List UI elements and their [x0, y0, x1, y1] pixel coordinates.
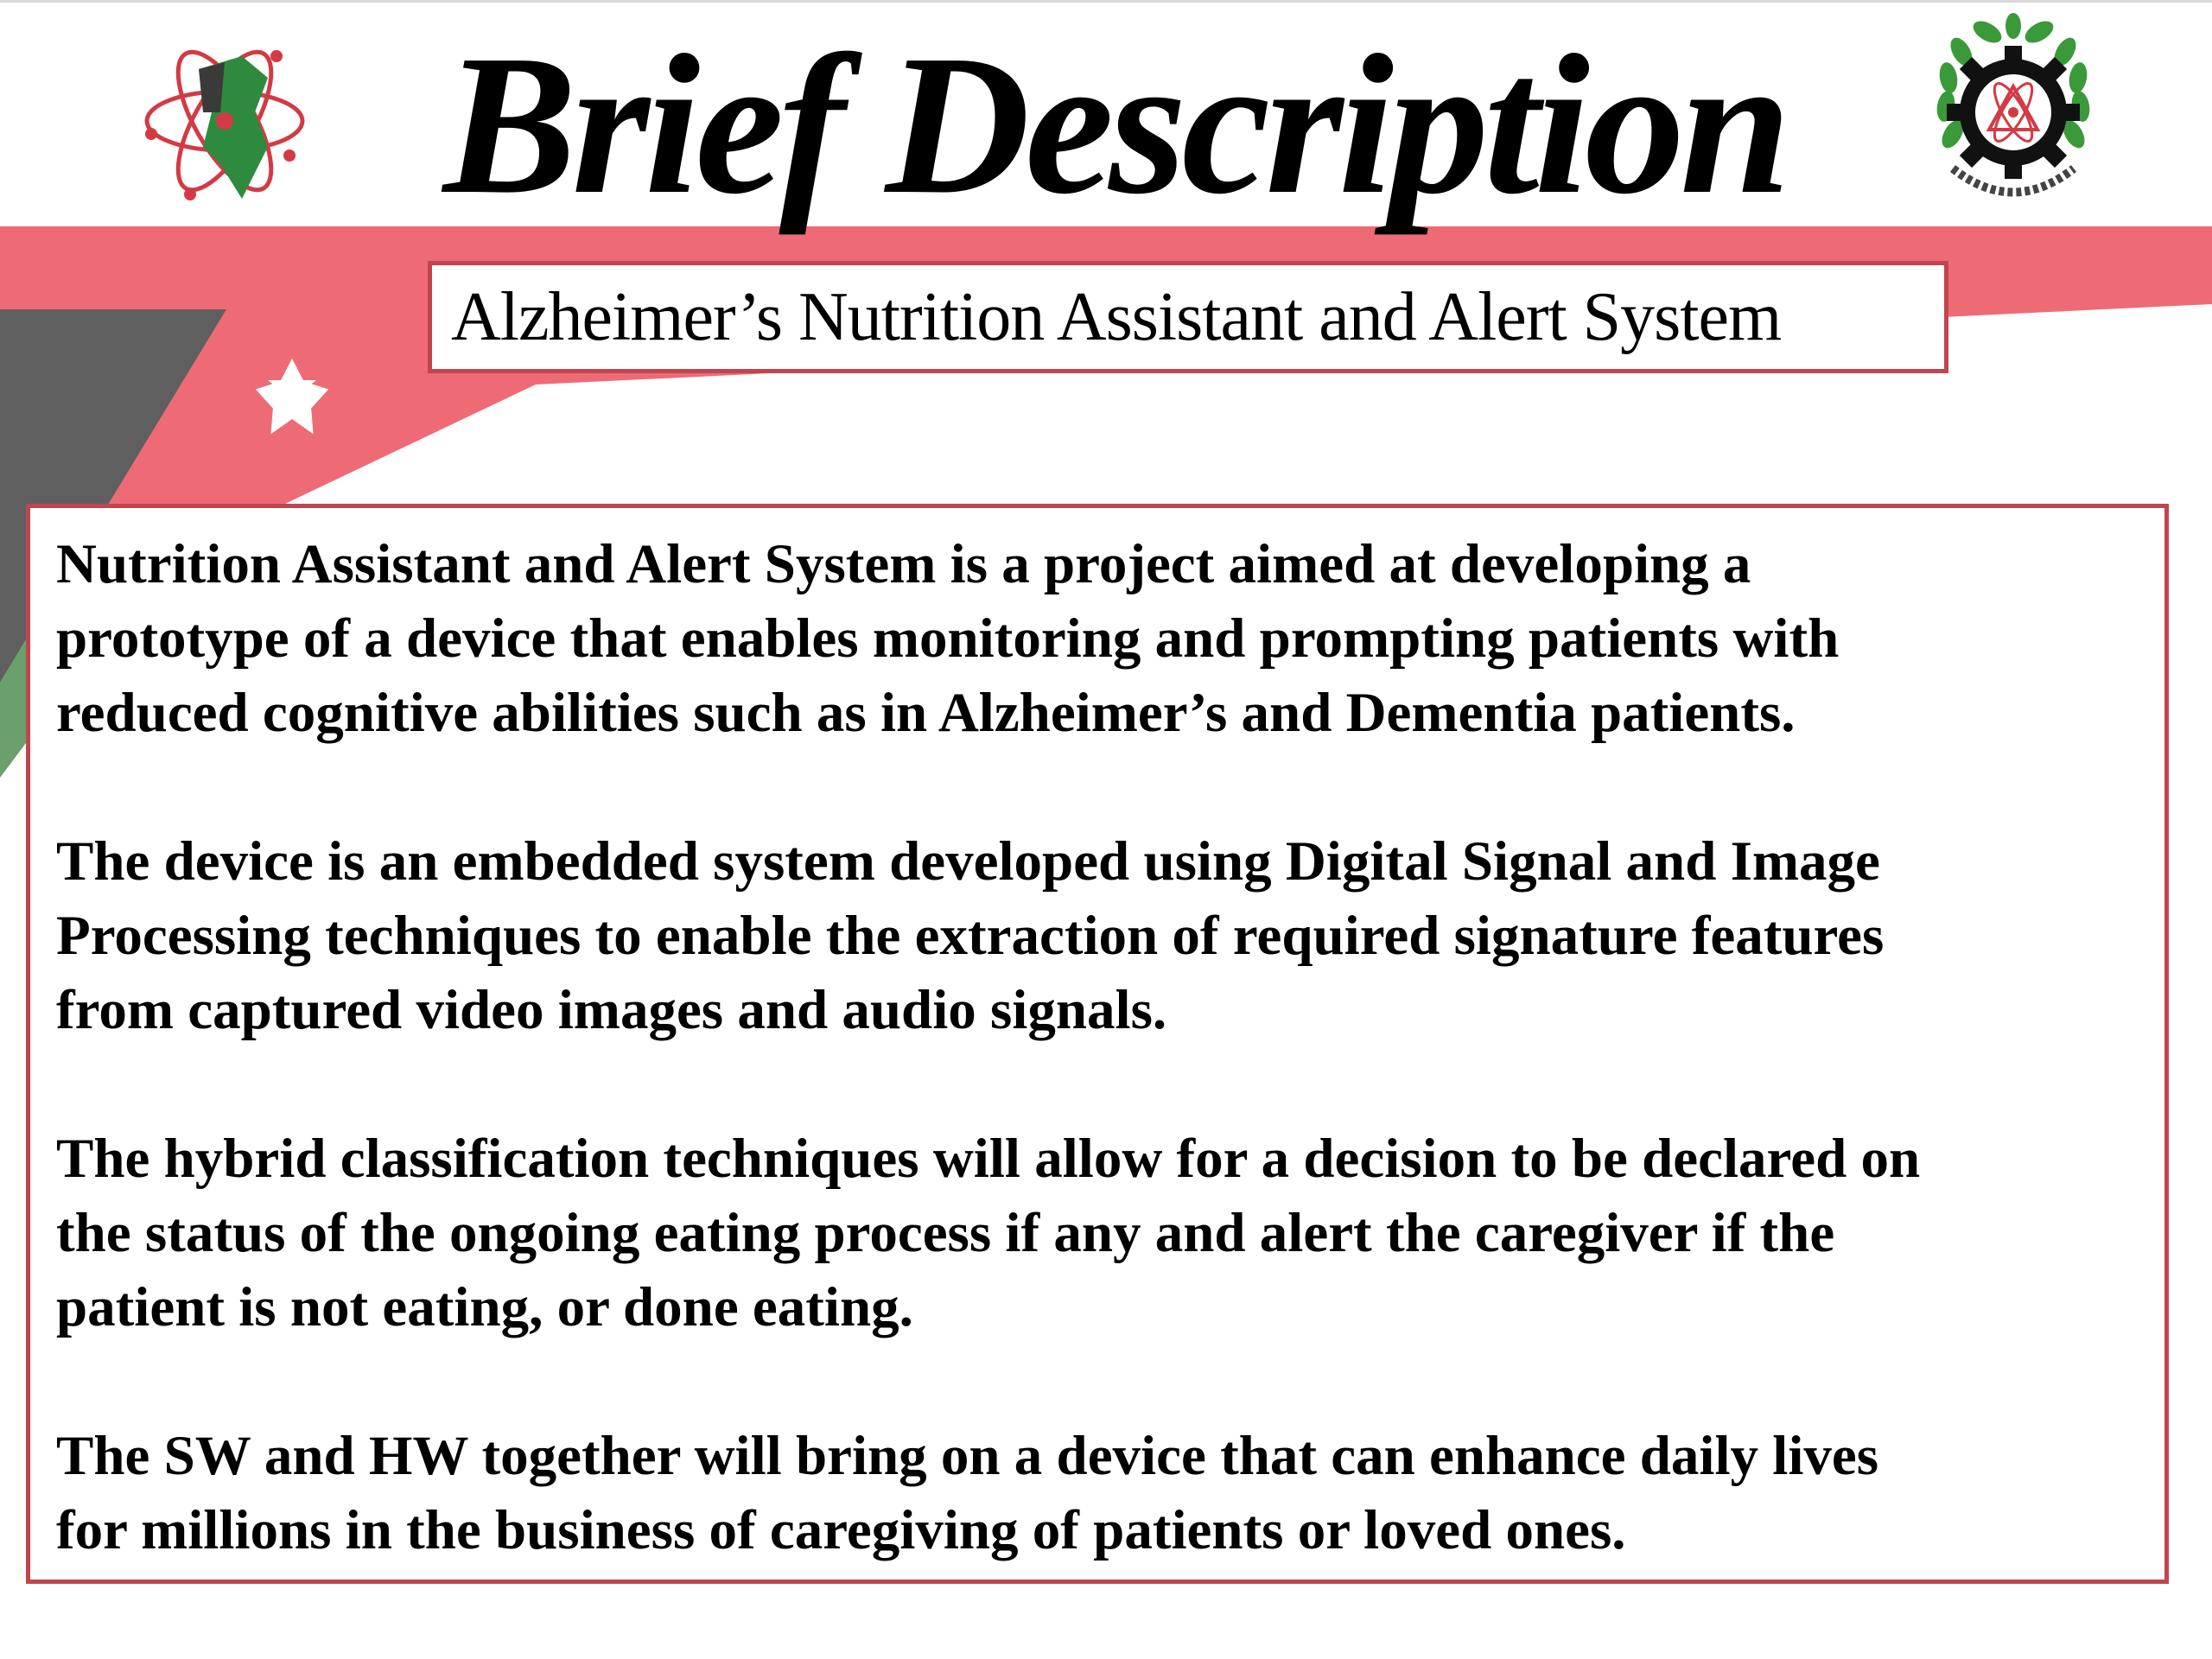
description-paragraph-2: The device is an embedded system developed using Digital Signal and Image Processing techniques to enable the extraction of required signature features from captured video images and audio signals.: [56, 830, 1885, 1041]
description-paragraph-4: The SW and HW together will bring on a device that can enhance daily lives for millions in the business of caregiving of patients or loved ones.: [56, 1425, 1879, 1561]
slide-subtitle: Alzheimer’s Nutrition Assistant and Alert System: [451, 279, 1782, 355]
subtitle-box: [428, 261, 1948, 373]
jordan-atom-logo-icon: [138, 17, 311, 225]
higher-council-science-technology-seal-icon: [1927, 13, 2100, 220]
slide-title: Brief Description: [442, 14, 1787, 236]
description-paragraph-3: The hybrid classification techniques will allow for a decision to be declared on the status of the ongoing eating process if any and alert the caregiver if the patient is not eating, or done eating.: [56, 1128, 1921, 1338]
description-box: [26, 504, 2169, 1584]
description-paragraph-1: Nutrition Assistant and Alert System is a project aimed at developing a prototype of a device that enables monitoring and prompting patients with reduced cognitive abilities such as in Alzheimer’s and Dementia patients.: [56, 533, 1840, 744]
